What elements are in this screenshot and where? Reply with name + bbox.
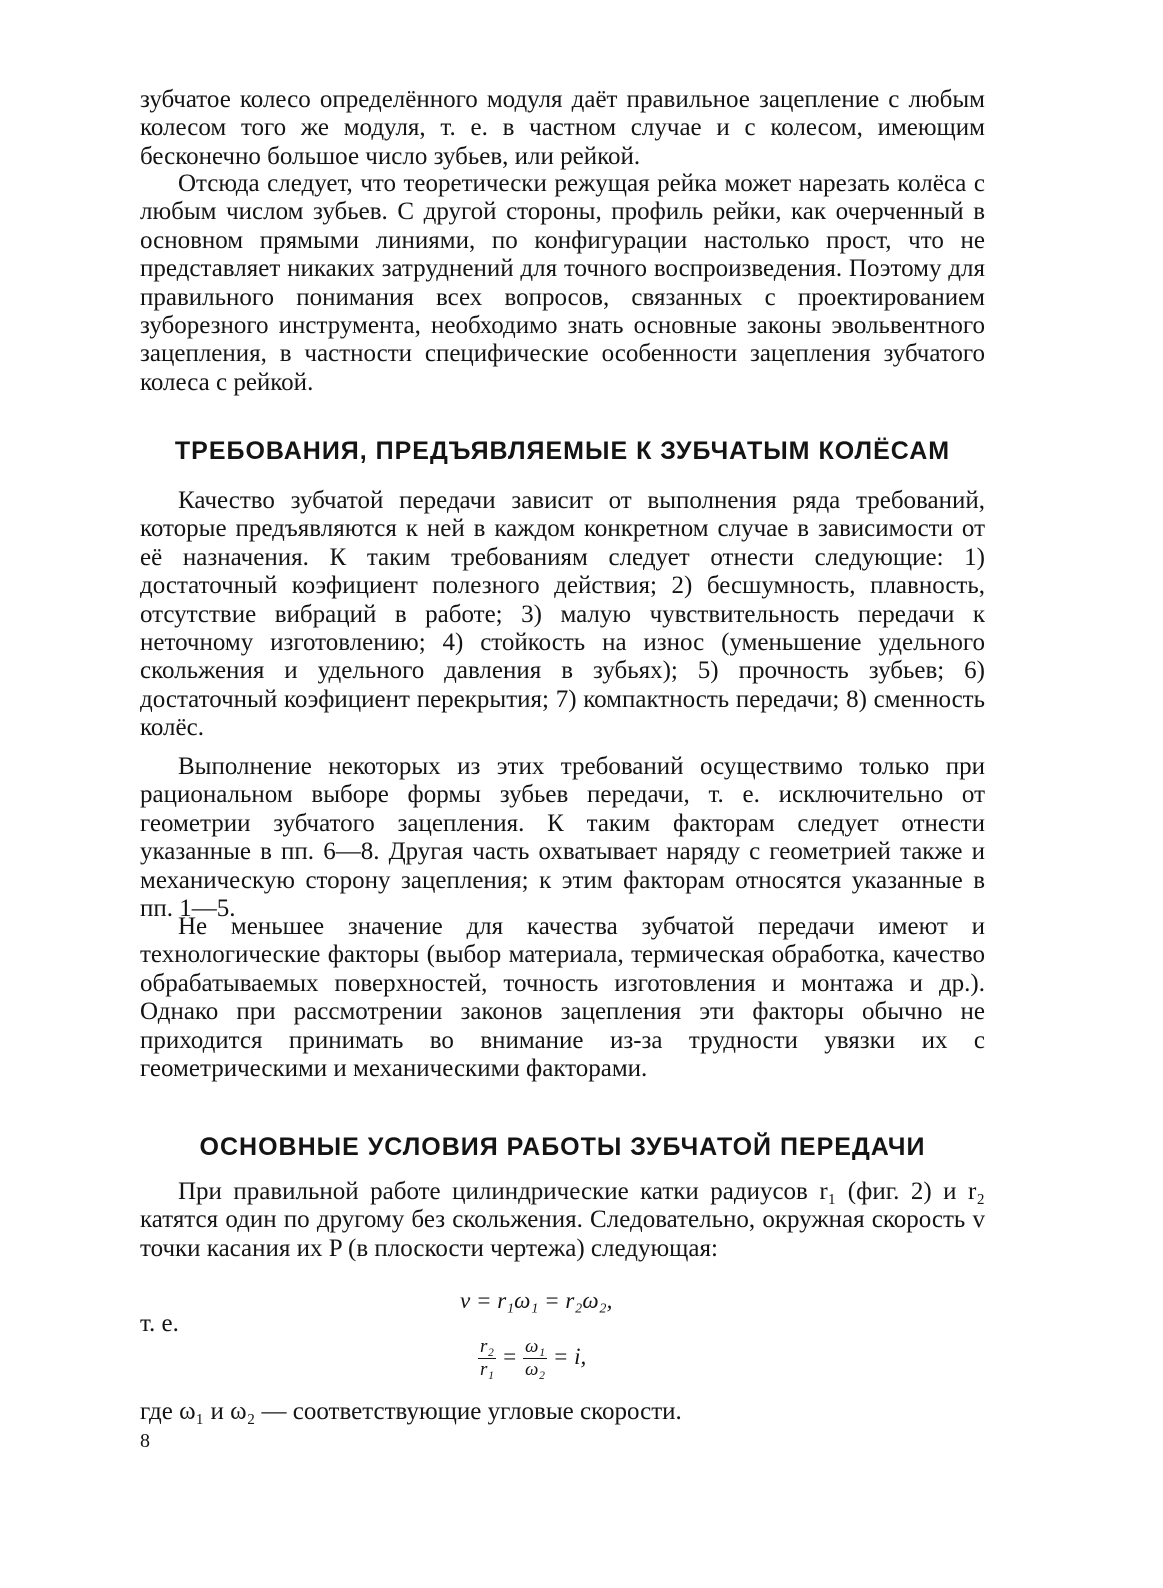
page-number: 8 bbox=[140, 1430, 150, 1452]
paragraph-geometry-factors: Выполнение некоторых из этих требований осуществимо только при рациональном выборе формы зубьев передачи, т. е. исключительно от геометрии зубчатого зацепления. К таким факторам следует отнести указанные в пп. 6—8. Другая часть охватывает наряду с геометрией также и механическую сторону зацепления; к этим факторам относятся указанные в пп. 1—5. bbox=[140, 753, 985, 923]
te-label: т. е. bbox=[140, 1310, 179, 1337]
fraction-radii bbox=[478, 1336, 496, 1381]
paragraph-requirements-list: Качество зубчатой передачи зависит от выполнения ряда требований, которые предъявляются к ней в каждом конкретном случае в зависимости от её назначения. К таким требованиям следует отнести следующие: 1) достаточный коэфициент полезного действия; 2) бесшумность, плавность, отсутствие вибраций в работе; 3) малую чувствительность передачи к неточному изготовлению; 4) стойкость на износ (уменьшение удельного скольжения и удельного давления в зубьях); 5) прочность зубьев; 6) достаточный коэфициент перекрытия; 7) компактность передачи; 8) сменность колёс. bbox=[140, 487, 985, 742]
fraction-radii-denominator: r₁ bbox=[480, 1359, 494, 1380]
paragraph-rolling-cylinders: При правильной работе цилиндрические катки радиусов r₁ (фиг. 2) и r₂ катятся один по другому без скольжения. Следовательно, окружная скорость v точки касания их P (в плоскости чертежа) следующая: bbox=[140, 1178, 985, 1262]
paragraph-rack-profile: Отсюда следует, что теоретически режущая рейка может нарезать колёса с любым числом зубьев. С другой стороны, профиль рейки, как очерченный в основном прямыми линиями, по конфигурации настолько прост, что не представляет никаких затруднений для точного воспроизведения. Поэтому для правильного понимания всех вопросов, связанных с проектированием зуборезного инструмента, необходимо знать основные законы эвольвентного зацепления, в частности специфические особенности зацепления зубчатого колеса с рейкой. bbox=[140, 170, 985, 396]
equation-ratio bbox=[478, 1336, 586, 1381]
fraction-omegas-denominator: ω₂ bbox=[525, 1359, 546, 1380]
ratio-result: = i, bbox=[552, 1343, 587, 1369]
equals-sign: = bbox=[501, 1343, 518, 1369]
fraction-omegas-numerator: ω₁ bbox=[525, 1336, 546, 1357]
fraction-radii-numerator: r₂ bbox=[480, 1336, 494, 1357]
paragraph-technological-factors: Не меньшее значение для качества зубчатой передачи имеют и технологические факторы (выбор материала, термическая обработка, качество обрабатываемых поверхностей, точность изготовления и монтажа и др.). Однако при рассмотрении законов зацепления эти факторы обычно не приходится принимать во внимание из-за трудности увязки их с геометрическими и механическими факторами. bbox=[140, 913, 985, 1083]
paragraph-angular-velocities: где ω₁ и ω₂ — соответствующие угловые скорости. bbox=[140, 1398, 682, 1425]
equation-velocity: v = r₁ω₁ = r₂ω₂, bbox=[460, 1288, 613, 1313]
paragraph-intro-continued: зубчатое колесо определённого модуля даёт правильное зацепление с любым колесом того же модуля, т. е. в частном случае и с колесом, имеющим бесконечно большое число зубьев, или рейкой. bbox=[140, 86, 985, 170]
section-heading-requirements: ТРЕБОВАНИЯ, ПРЕДЪЯВЛЯЕМЫЕ К ЗУБЧАТЫМ КОЛЁСАМ bbox=[174, 437, 951, 465]
fraction-omegas bbox=[523, 1336, 547, 1381]
section-heading-conditions: ОСНОВНЫЕ УСЛОВИЯ РАБОТЫ ЗУБЧАТОЙ ПЕРЕДАЧИ bbox=[199, 1133, 926, 1161]
